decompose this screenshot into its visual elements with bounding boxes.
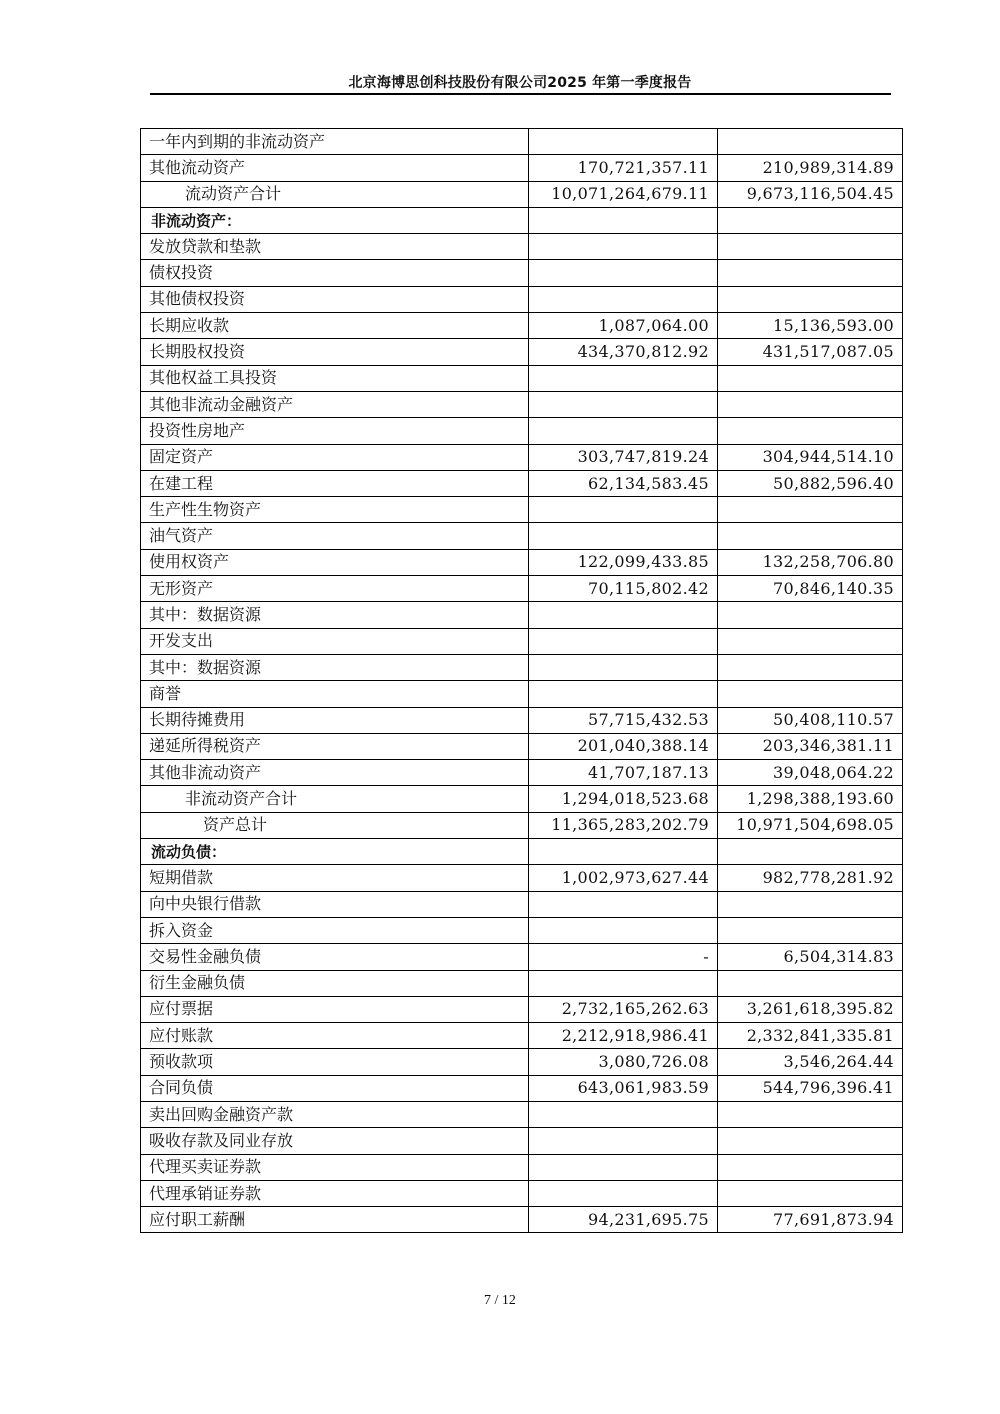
table-row xyxy=(141,1207,903,1233)
table-row xyxy=(141,549,903,575)
current-period-value xyxy=(529,523,718,549)
prior-period-value xyxy=(718,1154,903,1180)
row-label: 债权投资 xyxy=(141,260,529,286)
table-row xyxy=(141,260,903,286)
table-row xyxy=(141,1049,903,1075)
row-label: 衍生金融负债 xyxy=(141,970,529,996)
current-period-value: 434,370,812.92 xyxy=(529,339,718,365)
prior-period-value xyxy=(718,523,903,549)
current-period-value: 70,115,802.42 xyxy=(529,576,718,602)
prior-period-value xyxy=(718,1128,903,1154)
row-label: 其他债权投资 xyxy=(141,286,529,312)
table-row xyxy=(141,733,903,759)
prior-period-value: 15,136,593.00 xyxy=(718,313,903,339)
row-label: 固定资产 xyxy=(141,444,529,470)
prior-period-value: 982,778,281.92 xyxy=(718,865,903,891)
current-period-value xyxy=(529,129,718,155)
prior-period-value xyxy=(718,602,903,628)
row-label: 应付票据 xyxy=(141,996,529,1022)
current-period-value: 57,715,432.53 xyxy=(529,707,718,733)
row-label: 拆入资金 xyxy=(141,917,529,943)
table-row xyxy=(141,181,903,207)
current-period-value xyxy=(529,681,718,707)
prior-period-value: 544,796,396.41 xyxy=(718,1075,903,1101)
prior-period-value: 10,971,504,698.05 xyxy=(718,812,903,838)
prior-period-value: 2,332,841,335.81 xyxy=(718,1023,903,1049)
table-row xyxy=(141,497,903,523)
row-label: 合同负债 xyxy=(141,1075,529,1101)
table-row xyxy=(141,760,903,786)
current-period-value xyxy=(529,602,718,628)
prior-period-value: 1,298,388,193.60 xyxy=(718,786,903,812)
current-period-value xyxy=(529,1101,718,1127)
table-row xyxy=(141,681,903,707)
row-label: 其他非流动金融资产 xyxy=(141,391,529,417)
prior-period-value: 77,691,873.94 xyxy=(718,1207,903,1233)
report-header-title: 北京海博思创科技股份有限公司2025 年第一季度报告 xyxy=(348,75,692,91)
prior-period-value: 50,882,596.40 xyxy=(718,470,903,496)
current-period-value xyxy=(529,286,718,312)
table-row xyxy=(141,470,903,496)
current-period-value: 62,134,583.45 xyxy=(529,470,718,496)
prior-period-value xyxy=(718,418,903,444)
current-period-value xyxy=(529,891,718,917)
current-period-value: 11,365,283,202.79 xyxy=(529,812,718,838)
current-period-value: 303,747,819.24 xyxy=(529,444,718,470)
current-period-value xyxy=(529,970,718,996)
prior-period-value: 70,846,140.35 xyxy=(718,576,903,602)
table-row xyxy=(141,523,903,549)
section-header-row xyxy=(141,207,903,233)
row-label: 其中：数据资源 xyxy=(141,654,529,680)
row-label: 应付职工薪酬 xyxy=(141,1207,529,1233)
table-row xyxy=(141,444,903,470)
current-period-value: - xyxy=(529,944,718,970)
balance-sheet-table xyxy=(140,128,903,1233)
current-period-value: 201,040,388.14 xyxy=(529,733,718,759)
prior-period-value xyxy=(718,628,903,654)
current-period-value: 2,732,165,262.63 xyxy=(529,996,718,1022)
prior-period-value: 39,048,064.22 xyxy=(718,760,903,786)
current-period-value: 170,721,357.11 xyxy=(529,155,718,181)
prior-period-value: 132,258,706.80 xyxy=(718,549,903,575)
row-label: 生产性生物资产 xyxy=(141,497,529,523)
prior-period-value xyxy=(718,129,903,155)
current-period-value: 1,002,973,627.44 xyxy=(529,865,718,891)
current-period-value xyxy=(529,207,718,233)
current-period-value: 1,294,018,523.68 xyxy=(529,786,718,812)
table-row xyxy=(141,1101,903,1127)
table-row xyxy=(141,602,903,628)
current-period-value: 122,099,433.85 xyxy=(529,549,718,575)
table-row xyxy=(141,365,903,391)
row-label: 长期应收款 xyxy=(141,313,529,339)
prior-period-value xyxy=(718,970,903,996)
row-label: 代理买卖证券款 xyxy=(141,1154,529,1180)
prior-period-value xyxy=(718,234,903,260)
prior-period-value xyxy=(718,286,903,312)
prior-period-value: 50,408,110.57 xyxy=(718,707,903,733)
subtotal-label: 非流动资产合计 xyxy=(141,786,529,812)
table-row xyxy=(141,865,903,891)
row-label: 一年内到期的非流动资产 xyxy=(141,129,529,155)
header-divider xyxy=(150,93,891,95)
table-row xyxy=(141,391,903,417)
prior-period-value: 3,261,618,395.82 xyxy=(718,996,903,1022)
row-label: 其中：数据资源 xyxy=(141,602,529,628)
row-label: 向中央银行借款 xyxy=(141,891,529,917)
row-label: 无形资产 xyxy=(141,576,529,602)
table-row xyxy=(141,418,903,444)
table-row xyxy=(141,812,903,838)
prior-period-value xyxy=(718,917,903,943)
table-row xyxy=(141,1023,903,1049)
prior-period-value: 3,546,264.44 xyxy=(718,1049,903,1075)
row-label: 预收款项 xyxy=(141,1049,529,1075)
row-label: 油气资产 xyxy=(141,523,529,549)
current-period-value: 1,087,064.00 xyxy=(529,313,718,339)
row-label: 其他非流动资产 xyxy=(141,760,529,786)
table-row xyxy=(141,944,903,970)
row-label: 长期待摊费用 xyxy=(141,707,529,733)
current-period-value: 94,231,695.75 xyxy=(529,1207,718,1233)
row-label: 开发支出 xyxy=(141,628,529,654)
table-row xyxy=(141,917,903,943)
table-row xyxy=(141,628,903,654)
table-row xyxy=(141,129,903,155)
current-period-value xyxy=(529,917,718,943)
table-row xyxy=(141,996,903,1022)
prior-period-value xyxy=(718,654,903,680)
row-label: 应付账款 xyxy=(141,1023,529,1049)
prior-period-value: 431,517,087.05 xyxy=(718,339,903,365)
row-label: 长期股权投资 xyxy=(141,339,529,365)
table-row xyxy=(141,576,903,602)
section-heading: 流动负债： xyxy=(141,839,529,865)
table-row xyxy=(141,654,903,680)
row-label: 发放贷款和垫款 xyxy=(141,234,529,260)
row-label: 代理承销证券款 xyxy=(141,1180,529,1206)
row-label: 交易性金融负债 xyxy=(141,944,529,970)
prior-period-value xyxy=(718,497,903,523)
current-period-value: 41,707,187.13 xyxy=(529,760,718,786)
current-period-value xyxy=(529,628,718,654)
current-period-value xyxy=(529,1128,718,1154)
table-row xyxy=(141,286,903,312)
row-label: 递延所得税资产 xyxy=(141,733,529,759)
table-row xyxy=(141,707,903,733)
row-label: 吸收存款及同业存放 xyxy=(141,1128,529,1154)
prior-period-value xyxy=(718,681,903,707)
table-row xyxy=(141,970,903,996)
current-period-value xyxy=(529,260,718,286)
current-period-value xyxy=(529,1154,718,1180)
prior-period-value: 9,673,116,504.45 xyxy=(718,181,903,207)
current-period-value: 2,212,918,986.41 xyxy=(529,1023,718,1049)
current-period-value xyxy=(529,497,718,523)
current-period-value xyxy=(529,839,718,865)
current-period-value: 10,071,264,679.11 xyxy=(529,181,718,207)
page-number: 7 / 12 xyxy=(484,1293,516,1308)
table-row xyxy=(141,1075,903,1101)
row-label: 投资性房地产 xyxy=(141,418,529,444)
prior-period-value xyxy=(718,839,903,865)
prior-period-value: 203,346,381.11 xyxy=(718,733,903,759)
prior-period-value xyxy=(718,260,903,286)
row-label: 商誉 xyxy=(141,681,529,707)
prior-period-value xyxy=(718,391,903,417)
table-row xyxy=(141,1128,903,1154)
current-period-value xyxy=(529,391,718,417)
row-label: 使用权资产 xyxy=(141,549,529,575)
section-heading: 非流动资产： xyxy=(141,207,529,233)
row-label: 其他流动资产 xyxy=(141,155,529,181)
table-row xyxy=(141,1154,903,1180)
prior-period-value: 210,989,314.89 xyxy=(718,155,903,181)
total-label: 资产总计 xyxy=(141,812,529,838)
table-row xyxy=(141,339,903,365)
current-period-value xyxy=(529,654,718,680)
current-period-value xyxy=(529,1180,718,1206)
current-period-value: 643,061,983.59 xyxy=(529,1075,718,1101)
prior-period-value xyxy=(718,891,903,917)
prior-period-value xyxy=(718,365,903,391)
current-period-value xyxy=(529,418,718,444)
table-row xyxy=(141,891,903,917)
subtotal-label: 流动资产合计 xyxy=(141,181,529,207)
table-row xyxy=(141,786,903,812)
prior-period-value xyxy=(718,1180,903,1206)
section-header-row xyxy=(141,839,903,865)
row-label: 卖出回购金融资产款 xyxy=(141,1101,529,1127)
current-period-value xyxy=(529,234,718,260)
prior-period-value: 304,944,514.10 xyxy=(718,444,903,470)
table-row xyxy=(141,234,903,260)
row-label: 在建工程 xyxy=(141,470,529,496)
current-period-value: 3,080,726.08 xyxy=(529,1049,718,1075)
row-label: 短期借款 xyxy=(141,865,529,891)
table-row xyxy=(141,155,903,181)
prior-period-value xyxy=(718,1101,903,1127)
table-row xyxy=(141,1180,903,1206)
current-period-value xyxy=(529,365,718,391)
table-row xyxy=(141,313,903,339)
prior-period-value xyxy=(718,207,903,233)
prior-period-value: 6,504,314.83 xyxy=(718,944,903,970)
row-label: 其他权益工具投资 xyxy=(141,365,529,391)
